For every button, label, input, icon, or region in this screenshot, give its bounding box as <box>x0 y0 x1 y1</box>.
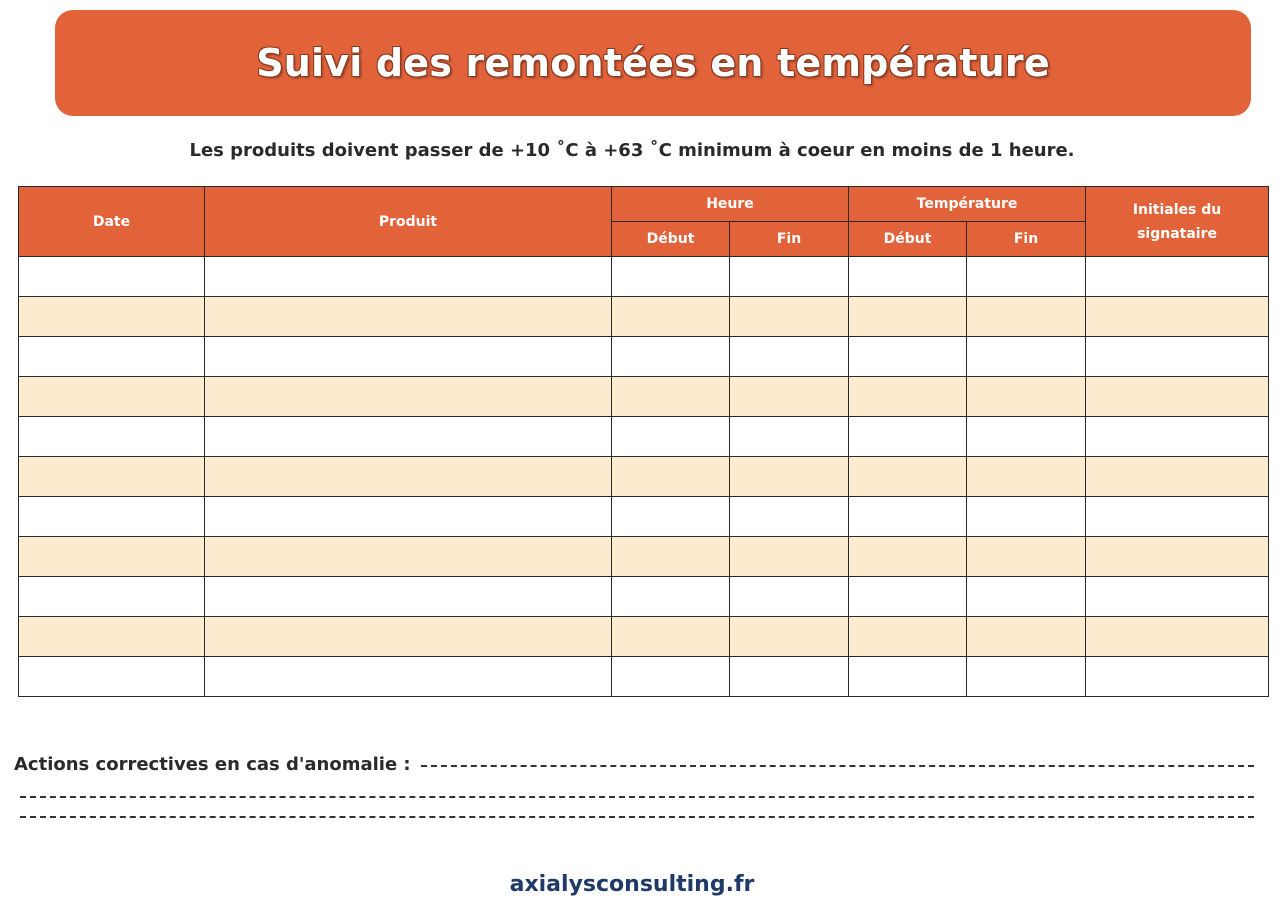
cell-produit[interactable] <box>205 537 612 577</box>
cell-heure-debut[interactable] <box>612 617 730 657</box>
header-heure: Heure <box>612 187 849 222</box>
table-row <box>19 417 1269 457</box>
cell-produit[interactable] <box>205 497 612 537</box>
cell-heure-debut[interactable] <box>612 537 730 577</box>
cell-heure-fin[interactable] <box>730 257 849 297</box>
cell-produit[interactable] <box>205 377 612 417</box>
cell-temperature-debut[interactable] <box>849 337 967 377</box>
cell-produit[interactable] <box>205 337 612 377</box>
header-temperature: Température <box>849 187 1086 222</box>
cell-temperature-fin[interactable] <box>967 417 1086 457</box>
cell-heure-fin[interactable] <box>730 457 849 497</box>
table-row <box>19 297 1269 337</box>
cell-date[interactable] <box>19 337 205 377</box>
header-temperature-fin: Fin <box>967 222 1086 257</box>
cell-temperature-fin[interactable] <box>967 297 1086 337</box>
cell-temperature-debut[interactable] <box>849 377 967 417</box>
table-row <box>19 617 1269 657</box>
cell-produit[interactable] <box>205 297 612 337</box>
cell-produit[interactable] <box>205 457 612 497</box>
cell-heure-fin[interactable] <box>730 377 849 417</box>
cell-date[interactable] <box>19 497 205 537</box>
cell-temperature-fin[interactable] <box>967 577 1086 617</box>
table-row <box>19 497 1269 537</box>
cell-heure-debut[interactable] <box>612 577 730 617</box>
footer-website: axialysconsulting.fr <box>509 872 755 897</box>
table-row <box>19 457 1269 497</box>
cell-initiales[interactable] <box>1086 577 1269 617</box>
cell-date[interactable] <box>19 537 205 577</box>
temperature-log-table <box>18 186 1269 697</box>
cell-heure-fin[interactable] <box>730 337 849 377</box>
cell-produit[interactable] <box>205 657 612 697</box>
cell-heure-debut[interactable] <box>612 497 730 537</box>
corrective-actions-line[interactable] <box>20 816 1254 818</box>
cell-temperature-debut[interactable] <box>849 537 967 577</box>
cell-heure-debut[interactable] <box>612 657 730 697</box>
cell-temperature-fin[interactable] <box>967 617 1086 657</box>
table-row <box>19 257 1269 297</box>
instructions-text: Les produits doivent passer de +10 ˚C à +63 ˚C minimum à coeur en moins de 1 heure. <box>189 140 1075 161</box>
cell-heure-debut[interactable] <box>612 377 730 417</box>
cell-initiales[interactable] <box>1086 337 1269 377</box>
header-heure-fin: Fin <box>730 222 849 257</box>
corrective-actions-section <box>14 750 1254 818</box>
table-row <box>19 377 1269 417</box>
cell-temperature-debut[interactable] <box>849 657 967 697</box>
cell-heure-fin[interactable] <box>730 577 849 617</box>
cell-date[interactable] <box>19 377 205 417</box>
cell-date[interactable] <box>19 657 205 697</box>
cell-heure-fin[interactable] <box>730 497 849 537</box>
header-temperature-debut: Début <box>849 222 967 257</box>
header-produit: Produit <box>205 187 612 257</box>
corrective-actions-line[interactable] <box>20 796 1254 798</box>
page-title: Suivi des remontées en température <box>256 41 1050 85</box>
cell-heure-debut[interactable] <box>612 297 730 337</box>
cell-produit[interactable] <box>205 617 612 657</box>
cell-temperature-fin[interactable] <box>967 457 1086 497</box>
header-date: Date <box>19 187 205 257</box>
cell-heure-fin[interactable] <box>730 617 849 657</box>
cell-initiales[interactable] <box>1086 617 1269 657</box>
cell-heure-fin[interactable] <box>730 297 849 337</box>
cell-initiales[interactable] <box>1086 657 1269 697</box>
cell-heure-debut[interactable] <box>612 417 730 457</box>
cell-temperature-fin[interactable] <box>967 377 1086 417</box>
corrective-actions-line[interactable] <box>421 765 1254 767</box>
cell-temperature-fin[interactable] <box>967 657 1086 697</box>
cell-produit[interactable] <box>205 257 612 297</box>
table-row <box>19 657 1269 697</box>
cell-temperature-debut[interactable] <box>849 417 967 457</box>
cell-heure-debut[interactable] <box>612 457 730 497</box>
header-initiales: Initiales du signataire <box>1086 187 1269 257</box>
cell-date[interactable] <box>19 257 205 297</box>
cell-date[interactable] <box>19 457 205 497</box>
table-row <box>19 537 1269 577</box>
corrective-actions-label: Actions correctives en cas d'anomalie : <box>14 753 411 775</box>
cell-initiales[interactable] <box>1086 537 1269 577</box>
cell-initiales[interactable] <box>1086 297 1269 337</box>
cell-temperature-fin[interactable] <box>967 257 1086 297</box>
cell-date[interactable] <box>19 617 205 657</box>
cell-initiales[interactable] <box>1086 417 1269 457</box>
cell-produit[interactable] <box>205 577 612 617</box>
cell-heure-fin[interactable] <box>730 657 849 697</box>
cell-date[interactable] <box>19 417 205 457</box>
cell-initiales[interactable] <box>1086 457 1269 497</box>
table-row <box>19 577 1269 617</box>
cell-initiales[interactable] <box>1086 377 1269 417</box>
cell-temperature-debut[interactable] <box>849 297 967 337</box>
cell-initiales[interactable] <box>1086 257 1269 297</box>
table-row <box>19 337 1269 377</box>
cell-temperature-debut[interactable] <box>849 617 967 657</box>
table-body <box>19 257 1269 697</box>
cell-initiales[interactable] <box>1086 497 1269 537</box>
cell-temperature-fin[interactable] <box>967 497 1086 537</box>
cell-heure-fin[interactable] <box>730 537 849 577</box>
title-banner <box>55 10 1251 116</box>
cell-heure-fin[interactable] <box>730 417 849 457</box>
cell-date[interactable] <box>19 577 205 617</box>
cell-temperature-debut[interactable] <box>849 457 967 497</box>
cell-temperature-debut[interactable] <box>849 257 967 297</box>
cell-heure-debut[interactable] <box>612 337 730 377</box>
cell-temperature-fin[interactable] <box>967 537 1086 577</box>
cell-date[interactable] <box>19 297 205 337</box>
cell-temperature-fin[interactable] <box>967 337 1086 377</box>
cell-temperature-debut[interactable] <box>849 577 967 617</box>
cell-temperature-debut[interactable] <box>849 497 967 537</box>
cell-heure-debut[interactable] <box>612 257 730 297</box>
header-heure-debut: Début <box>612 222 730 257</box>
cell-produit[interactable] <box>205 417 612 457</box>
